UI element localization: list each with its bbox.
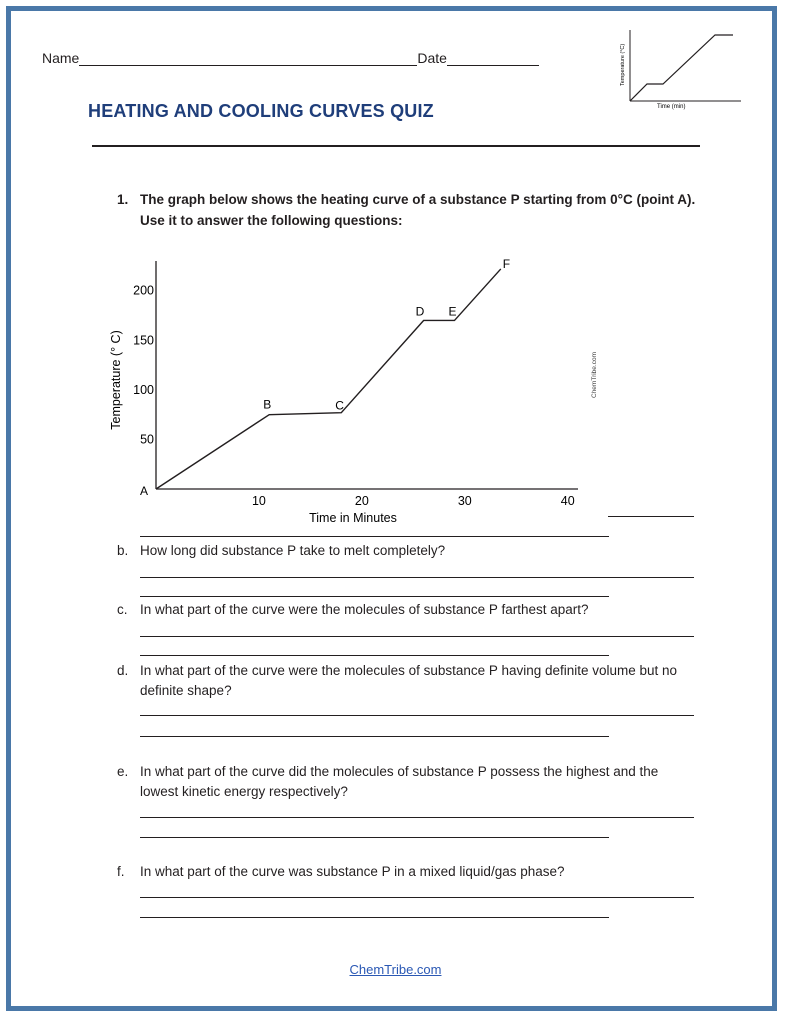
x-tick-label: 10 — [251, 494, 266, 508]
thumbnail-xlabel: Time (min) — [657, 104, 686, 110]
answer-line-b-2[interactable] — [140, 596, 609, 597]
thumbnail-curve — [630, 35, 733, 101]
question-b-text: How long did substance P take to melt completely? — [140, 543, 446, 558]
heating-curve-line — [156, 269, 501, 489]
title-divider — [92, 145, 700, 147]
answer-line-f-1[interactable] — [140, 897, 694, 898]
name-date-row — [42, 50, 539, 66]
y-tick-label: 50 — [140, 432, 154, 447]
name-label: Name — [42, 50, 80, 66]
y-axis-label: Temperature (° C) — [109, 330, 123, 430]
thumbnail-ylabel: Temperature (°C) — [620, 43, 626, 86]
question-d-text: In what part of the curve were the molecules of substance P having definite volume but no definite shape? — [140, 663, 678, 698]
x-tick-label: 20 — [354, 494, 369, 508]
question-e-label: e. — [117, 764, 129, 779]
question-b-label: b. — [117, 543, 129, 558]
question-d-label: d. — [117, 663, 129, 678]
name-field[interactable] — [79, 51, 417, 66]
answer-line-a[interactable] — [140, 536, 609, 537]
question-f-label: f. — [117, 864, 125, 879]
x-tick-label: 40 — [560, 494, 575, 508]
answer-line-b-1[interactable] — [140, 577, 694, 578]
answer-line-d-1[interactable] — [140, 715, 694, 716]
answer-line-e-1[interactable] — [140, 817, 694, 818]
answer-line-e-2[interactable] — [140, 837, 609, 838]
point-label-e: E — [448, 304, 457, 319]
point-label-f: F — [502, 256, 511, 271]
y-tick-label: 150 — [133, 333, 154, 348]
answer-line-a-right[interactable] — [608, 516, 694, 517]
point-label-c: C — [335, 398, 344, 413]
question-f-text: In what part of the curve was substance P in a mixed liquid/gas phase? — [140, 864, 565, 879]
footer-link[interactable]: ChemTribe.com — [349, 962, 442, 977]
date-field[interactable] — [447, 51, 539, 66]
point-label-b: B — [263, 397, 272, 412]
thumbnail-heating-curve — [613, 26, 743, 112]
question-e-text: In what part of the curve did the molecules of substance P possess the highest and the lowest kinetic energy respectively? — [140, 764, 659, 799]
page-title: HEATING AND COOLING CURVES QUIZ — [88, 101, 434, 121]
question-1-text: The graph below shows the heating curve of a substance P starting from 0°C (point A). Use it to answer the following questions: — [140, 192, 696, 228]
date-label: Date — [417, 50, 447, 66]
y-tick-label: 200 — [133, 283, 154, 298]
point-label-a: A — [140, 484, 149, 498]
watermark: ChemTribe.com — [591, 352, 598, 398]
answer-line-d-2[interactable] — [140, 736, 609, 737]
x-tick-label: 30 — [457, 494, 472, 508]
question-1-number: 1. — [117, 192, 129, 207]
question-c-text: In what part of the curve were the molecules of substance P farthest apart? — [140, 602, 589, 617]
heating-curve-chart — [100, 255, 620, 530]
answer-line-c-2[interactable] — [140, 655, 609, 656]
answer-line-c-1[interactable] — [140, 636, 694, 637]
x-axis-label: Time in Minutes — [309, 511, 397, 525]
question-c-label: c. — [117, 602, 128, 617]
y-tick-label: 100 — [133, 382, 154, 397]
answer-line-f-2[interactable] — [140, 917, 609, 918]
point-label-d: D — [415, 304, 425, 319]
